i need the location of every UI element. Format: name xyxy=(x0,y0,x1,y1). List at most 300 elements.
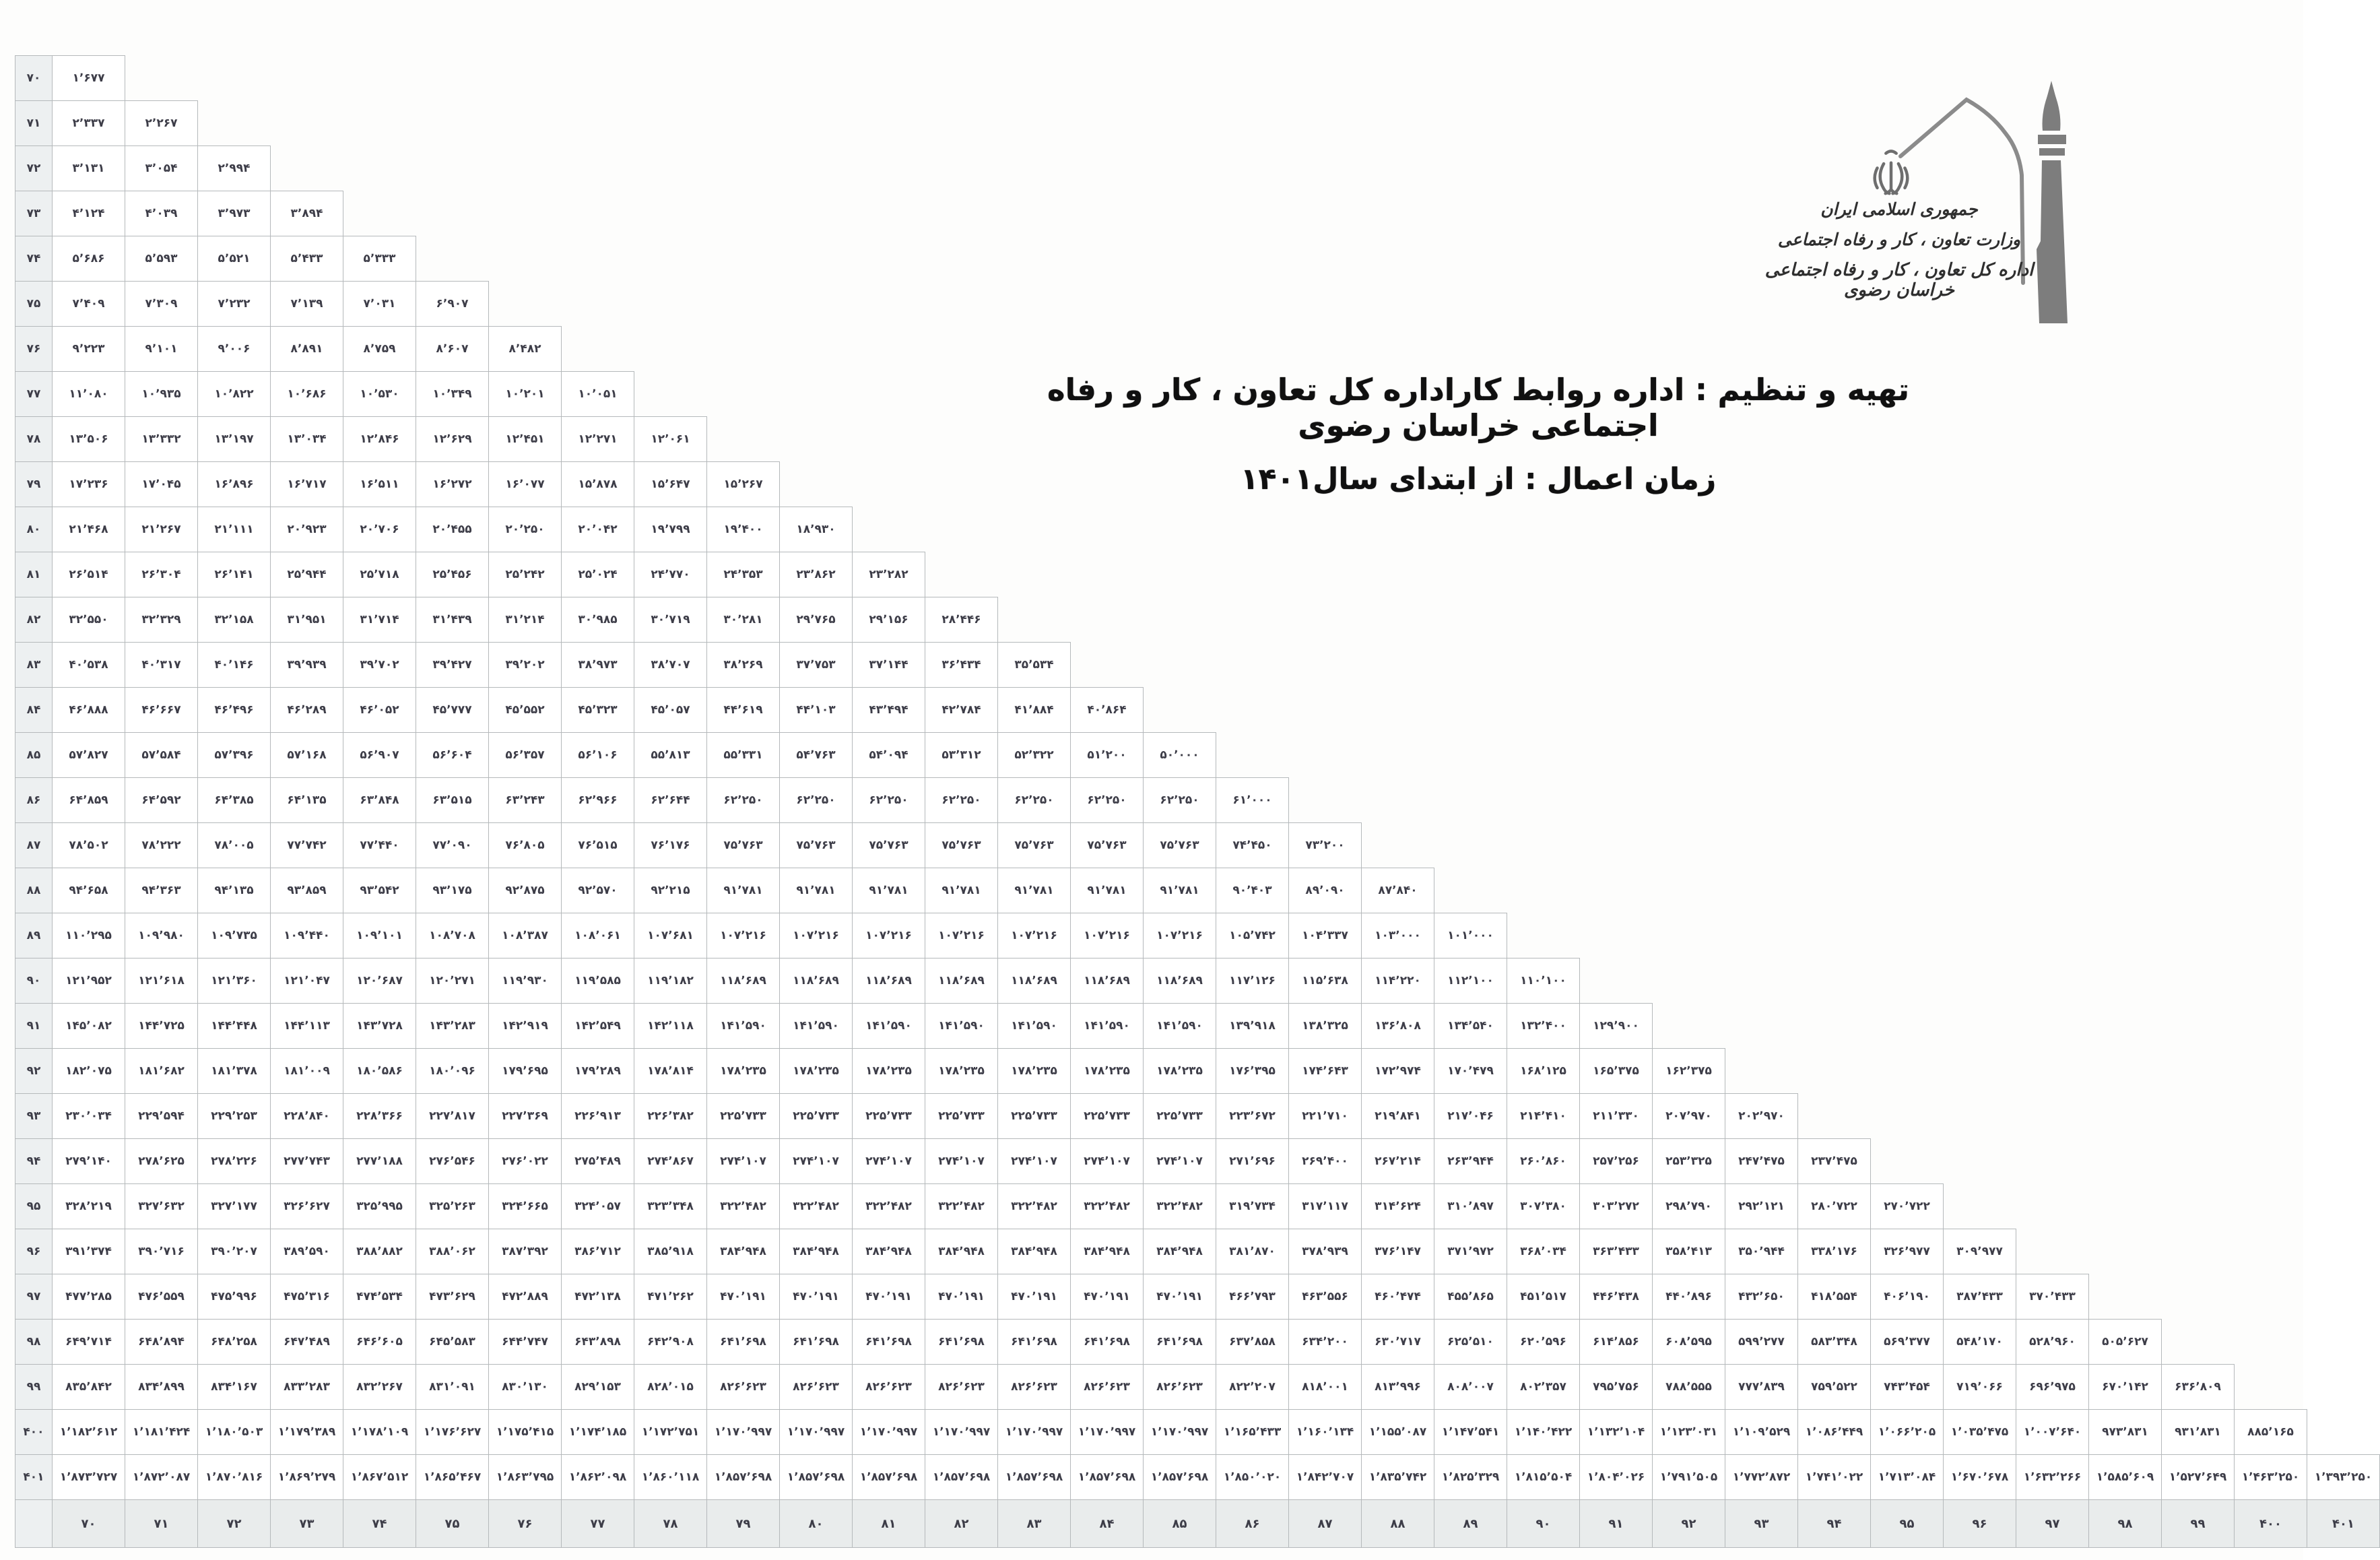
value-cell: ۲۶۳٬۹۴۴ xyxy=(1434,1139,1507,1184)
table-row xyxy=(15,643,2380,688)
value-cell: ۹۳٬۸۵۹ xyxy=(271,868,343,913)
value-cell: ۱٬۱۲۳٬۰۳۱ xyxy=(1653,1410,1725,1455)
value-cell: ۳۲۲٬۴۸۲ xyxy=(1071,1184,1144,1229)
value-cell: ۱۱۸٬۶۸۹ xyxy=(925,958,998,1004)
footer-year-cell: ۹۸ xyxy=(2089,1500,2162,1548)
value-cell: ۱۱۸٬۶۸۹ xyxy=(1144,958,1216,1004)
footer-year-cell: ۷۴ xyxy=(343,1500,416,1548)
value-cell: ۷۳٬۲۰۰ xyxy=(1289,823,1362,868)
value-cell: ۵۶٬۶۰۴ xyxy=(416,733,489,778)
table-row xyxy=(15,1365,2380,1410)
value-cell: ۲۶٬۱۴۱ xyxy=(198,552,271,597)
value-cell: ۸۳۱٬۰۹۱ xyxy=(416,1365,489,1410)
value-cell: ۱٬۱۶۵٬۴۳۳ xyxy=(1216,1410,1289,1455)
value-cell: ۱٬۱۸۰٬۵۰۳ xyxy=(198,1410,271,1455)
value-cell: ۱۶٬۲۷۲ xyxy=(416,462,489,507)
value-cell: ۳۲۲٬۴۸۲ xyxy=(998,1184,1071,1229)
value-cell: ۴۷۰٬۱۹۱ xyxy=(780,1274,853,1320)
value-cell: ۳۰٬۲۸۱ xyxy=(707,597,780,643)
row-year-label: ۸۲ xyxy=(15,597,53,643)
value-cell: ۱٬۸۵۰٬۰۲۰ xyxy=(1216,1455,1289,1500)
value-cell: ۸٬۷۵۹ xyxy=(343,327,416,372)
value-cell: ۱٬۱۷۰٬۹۹۷ xyxy=(998,1410,1071,1455)
value-cell: ۴۷۴٬۵۳۴ xyxy=(343,1274,416,1320)
value-cell: ۱۰۸٬۷۰۸ xyxy=(416,913,489,958)
value-cell: ۱۹٬۷۹۹ xyxy=(634,507,707,552)
value-cell: ۹۱٬۷۸۱ xyxy=(925,868,998,913)
value-cell: ۹۲٬۸۷۵ xyxy=(489,868,562,913)
value-cell: ۵۰٬۰۰۰ xyxy=(1144,733,1216,778)
footer-year-cell: ۸۰ xyxy=(780,1500,853,1548)
row-year-label: ۹۹ xyxy=(15,1365,53,1410)
value-cell: ۲۵٬۴۵۶ xyxy=(416,552,489,597)
value-cell: ۴۵٬۷۷۷ xyxy=(416,688,489,733)
value-cell: ۹۴٬۱۳۵ xyxy=(198,868,271,913)
value-cell: ۶۳۰٬۷۱۷ xyxy=(1362,1320,1434,1365)
value-cell: ۸۲۶٬۶۲۳ xyxy=(925,1365,998,1410)
row-year-label: ۸۹ xyxy=(15,913,53,958)
value-cell: ۳۸۴٬۹۴۸ xyxy=(925,1229,998,1274)
footer-year-cell: ۹۱ xyxy=(1580,1500,1653,1548)
value-cell: ۱۰۷٬۶۸۱ xyxy=(634,913,707,958)
table-row xyxy=(15,417,2380,462)
value-cell: ۹۱٬۷۸۱ xyxy=(707,868,780,913)
value-cell: ۱۵٬۸۷۸ xyxy=(562,462,634,507)
value-cell: ۴۰٬۳۱۷ xyxy=(125,643,198,688)
row-year-label: ۷۱ xyxy=(15,101,53,146)
footer-year-cell: ۹۷ xyxy=(2016,1500,2089,1548)
table-row xyxy=(15,1004,2380,1049)
value-cell: ۲۷۰٬۷۲۲ xyxy=(1871,1184,1944,1229)
value-cell: ۱۰۵٬۷۴۲ xyxy=(1216,913,1289,958)
table-row xyxy=(15,462,2380,507)
value-cell: ۲۷۷٬۷۴۳ xyxy=(271,1139,343,1184)
value-cell: ۳۸۷٬۳۹۲ xyxy=(489,1229,562,1274)
value-cell: ۱۴۴٬۱۱۳ xyxy=(271,1004,343,1049)
value-cell: ۱۴۱٬۵۹۰ xyxy=(925,1004,998,1049)
value-cell: ۶۴۶٬۶۰۵ xyxy=(343,1320,416,1365)
value-cell: ۹۳٬۱۷۵ xyxy=(416,868,489,913)
table-row xyxy=(15,1455,2380,1500)
value-cell: ۱٬۱۷۶٬۶۲۷ xyxy=(416,1410,489,1455)
value-cell: ۱٬۸۴۲٬۷۰۷ xyxy=(1289,1455,1362,1500)
value-cell: ۸٬۶۰۷ xyxy=(416,327,489,372)
value-cell: ۲۰٬۴۵۵ xyxy=(416,507,489,552)
value-cell: ۱۱٬۰۸۰ xyxy=(53,372,125,417)
value-cell: ۶۴۸٬۲۵۸ xyxy=(198,1320,271,1365)
value-cell: ۱۰۱٬۰۰۰ xyxy=(1434,913,1507,958)
value-cell: ۲۲۶٬۳۸۲ xyxy=(634,1094,707,1139)
value-cell: ۱۳۸٬۳۲۵ xyxy=(1289,1004,1362,1049)
value-cell: ۶۳٬۲۴۳ xyxy=(489,778,562,823)
value-cell: ۴۵٬۳۲۳ xyxy=(562,688,634,733)
value-cell: ۱۰۷٬۲۱۶ xyxy=(780,913,853,958)
row-year-label: ۴۰۰ xyxy=(15,1410,53,1455)
value-cell: ۱۰۹٬۹۸۰ xyxy=(125,913,198,958)
value-cell: ۲۲۶٬۹۱۳ xyxy=(562,1094,634,1139)
table-row xyxy=(15,552,2380,597)
row-year-label: ۷۴ xyxy=(15,236,53,282)
row-year-label: ۷۷ xyxy=(15,372,53,417)
footer-year-cell: ۸۴ xyxy=(1071,1500,1144,1548)
value-cell: ۱۴۲٬۱۱۸ xyxy=(634,1004,707,1049)
value-cell: ۳۰۷٬۳۸۰ xyxy=(1507,1184,1580,1229)
value-cell: ۹۴٬۳۶۳ xyxy=(125,868,198,913)
value-cell: ۴۴٬۱۰۳ xyxy=(780,688,853,733)
value-cell: ۲۶۷٬۲۱۴ xyxy=(1362,1139,1434,1184)
value-cell: ۳۲۵٬۹۹۵ xyxy=(343,1184,416,1229)
value-cell: ۲۷۸٬۲۲۶ xyxy=(198,1139,271,1184)
value-cell: ۱۳٬۰۳۴ xyxy=(271,417,343,462)
value-cell: ۱۱۸٬۶۸۹ xyxy=(707,958,780,1004)
value-cell: ۴۱۸٬۵۵۴ xyxy=(1798,1274,1871,1320)
value-cell: ۳۸۴٬۹۴۸ xyxy=(707,1229,780,1274)
row-year-label: ۹۱ xyxy=(15,1004,53,1049)
value-cell: ۶۹۶٬۹۷۵ xyxy=(2016,1365,2089,1410)
row-year-label: ۷۸ xyxy=(15,417,53,462)
footer-year-cell: ۷۲ xyxy=(198,1500,271,1548)
value-cell: ۱۸۰٬۰۹۶ xyxy=(416,1049,489,1094)
value-cell: ۹۰٬۴۰۳ xyxy=(1216,868,1289,913)
value-cell: ۳۷۶٬۱۴۷ xyxy=(1362,1229,1434,1274)
value-cell: ۱٬۱۵۵٬۰۸۷ xyxy=(1362,1410,1434,1455)
value-cell: ۱۷۸٬۲۳۵ xyxy=(853,1049,925,1094)
value-cell: ۱۵٬۶۴۷ xyxy=(634,462,707,507)
value-cell: ۱۰٬۹۳۵ xyxy=(125,372,198,417)
value-cell: ۵۴٬۷۶۳ xyxy=(780,733,853,778)
row-year-label: ۸۱ xyxy=(15,552,53,597)
value-cell: ۸۲۶٬۶۲۳ xyxy=(1144,1365,1216,1410)
value-cell: ۱۲٬۸۴۶ xyxy=(343,417,416,462)
value-cell: ۲۲۵٬۷۳۳ xyxy=(925,1094,998,1139)
value-cell: ۶۴٬۵۹۲ xyxy=(125,778,198,823)
value-cell: ۳۸٬۹۷۳ xyxy=(562,643,634,688)
row-year-label: ۹۶ xyxy=(15,1229,53,1274)
value-cell: ۳۹٬۷۰۲ xyxy=(343,643,416,688)
value-cell: ۹۱٬۷۸۱ xyxy=(1071,868,1144,913)
value-cell: ۷۷۷٬۸۳۹ xyxy=(1725,1365,1798,1410)
value-cell: ۱۷۸٬۲۳۵ xyxy=(998,1049,1071,1094)
value-cell: ۸٬۸۹۱ xyxy=(271,327,343,372)
value-cell: ۶۴۲٬۹۰۸ xyxy=(634,1320,707,1365)
value-cell: ۳۲۲٬۴۸۲ xyxy=(1144,1184,1216,1229)
value-cell: ۲۳۷٬۴۷۵ xyxy=(1798,1139,1871,1184)
value-cell: ۱٬۸۶۰٬۱۱۸ xyxy=(634,1455,707,1500)
value-cell: ۱۴۲٬۹۱۹ xyxy=(489,1004,562,1049)
value-cell: ۹٬۱۰۱ xyxy=(125,327,198,372)
value-cell: ۱۰۹٬۴۴۰ xyxy=(271,913,343,958)
footer-year-cell: ۹۵ xyxy=(1871,1500,1944,1548)
value-cell: ۴۰۶٬۱۹۰ xyxy=(1871,1274,1944,1320)
value-cell: ۲۸۰٬۷۲۲ xyxy=(1798,1184,1871,1229)
value-cell: ۶۴۹٬۷۱۴ xyxy=(53,1320,125,1365)
value-cell: ۲۲۹٬۲۵۳ xyxy=(198,1094,271,1139)
value-cell: ۲۲۹٬۵۹۴ xyxy=(125,1094,198,1139)
value-cell: ۲۱٬۲۶۷ xyxy=(125,507,198,552)
value-cell: ۳۸۹٬۵۹۰ xyxy=(271,1229,343,1274)
value-cell: ۳۸۴٬۹۴۸ xyxy=(998,1229,1071,1274)
value-cell: ۸٬۴۸۲ xyxy=(489,327,562,372)
value-cell: ۱٬۱۷۰٬۹۹۷ xyxy=(707,1410,780,1455)
value-cell: ۱۷۸٬۸۱۴ xyxy=(634,1049,707,1094)
table-row xyxy=(15,1274,2380,1320)
value-cell: ۲٬۹۹۴ xyxy=(198,146,271,191)
value-cell: ۱۲۰٬۲۷۱ xyxy=(416,958,489,1004)
value-cell: ۲٬۲۶۷ xyxy=(125,101,198,146)
value-cell: ۱٬۸۰۴٬۰۲۶ xyxy=(1580,1455,1653,1500)
value-cell: ۱۵٬۲۶۷ xyxy=(707,462,780,507)
value-cell: ۱۴۱٬۵۹۰ xyxy=(1144,1004,1216,1049)
value-cell: ۵٬۶۸۶ xyxy=(53,236,125,282)
value-cell: ۴۴٬۶۱۹ xyxy=(707,688,780,733)
table-row xyxy=(15,146,2380,191)
value-cell: ۳۸۸٬۰۶۲ xyxy=(416,1229,489,1274)
value-cell: ۱۳٬۵۰۶ xyxy=(53,417,125,462)
value-cell: ۱۲۱٬۰۴۷ xyxy=(271,958,343,1004)
value-cell: ۳۳۸٬۱۷۶ xyxy=(1798,1229,1871,1274)
value-cell: ۱۷۹٬۶۹۵ xyxy=(489,1049,562,1094)
value-cell: ۳۲۲٬۴۸۲ xyxy=(925,1184,998,1229)
value-cell: ۳۸۱٬۸۷۰ xyxy=(1216,1229,1289,1274)
table-row xyxy=(15,1184,2380,1229)
value-cell: ۴۵۵٬۸۶۵ xyxy=(1434,1274,1507,1320)
value-cell: ۲۲۵٬۷۳۳ xyxy=(780,1094,853,1139)
value-cell: ۱٬۸۵۷٬۶۹۸ xyxy=(707,1455,780,1500)
table-row xyxy=(15,101,2380,146)
value-cell: ۴۷۰٬۱۹۱ xyxy=(707,1274,780,1320)
value-cell: ۱۷۴٬۶۴۳ xyxy=(1289,1049,1362,1094)
value-cell: ۶۴٬۳۸۵ xyxy=(198,778,271,823)
value-cell: ۲۱۷٬۰۴۶ xyxy=(1434,1094,1507,1139)
footer-year-cell: ۷۹ xyxy=(707,1500,780,1548)
value-cell: ۱٬۶۷۰٬۶۷۸ xyxy=(1944,1455,2016,1500)
footer-year-cell: ۷۵ xyxy=(416,1500,489,1548)
footer-year-cell: ۷۸ xyxy=(634,1500,707,1548)
value-cell: ۹۲٬۲۱۵ xyxy=(634,868,707,913)
row-year-label: ۸۳ xyxy=(15,643,53,688)
value-cell: ۱٬۴۶۳٬۲۵۰ xyxy=(2235,1455,2307,1500)
value-cell: ۲۵۷٬۲۵۶ xyxy=(1580,1139,1653,1184)
value-cell: ۴۶٬۸۸۸ xyxy=(53,688,125,733)
value-cell: ۱۰٬۵۳۰ xyxy=(343,372,416,417)
value-cell: ۱۰۷٬۲۱۶ xyxy=(1144,913,1216,958)
value-cell: ۲۳۰٬۰۳۴ xyxy=(53,1094,125,1139)
value-cell: ۶۲٬۲۵۰ xyxy=(1071,778,1144,823)
value-cell: ۱۰۳٬۰۰۰ xyxy=(1362,913,1434,958)
value-cell: ۴۵۱٬۵۱۷ xyxy=(1507,1274,1580,1320)
value-cell: ۴۷۷٬۲۸۵ xyxy=(53,1274,125,1320)
value-cell: ۹۴٬۶۵۸ xyxy=(53,868,125,913)
value-cell: ۱۶٬۰۷۷ xyxy=(489,462,562,507)
value-cell: ۱۶٬۸۹۶ xyxy=(198,462,271,507)
value-cell: ۱۴۱٬۵۹۰ xyxy=(707,1004,780,1049)
value-cell: ۳۲۶٬۹۷۷ xyxy=(1871,1229,1944,1274)
value-cell: ۱٬۸۵۷٬۶۹۸ xyxy=(1071,1455,1144,1500)
value-cell: ۲۷۴٬۱۰۷ xyxy=(998,1139,1071,1184)
value-cell: ۸۱۸٬۰۰۱ xyxy=(1289,1365,1362,1410)
table-row xyxy=(15,733,2380,778)
value-cell: ۱٬۱۷۰٬۹۹۷ xyxy=(780,1410,853,1455)
value-cell: ۵۷٬۵۸۴ xyxy=(125,733,198,778)
value-cell: ۱٬۸۷۲٬۰۸۷ xyxy=(125,1455,198,1500)
value-cell: ۸۲۶٬۶۲۳ xyxy=(707,1365,780,1410)
value-cell: ۱٬۸۵۷٬۶۹۸ xyxy=(780,1455,853,1500)
value-cell: ۵٬۴۳۳ xyxy=(271,236,343,282)
value-cell: ۳۸٬۲۶۹ xyxy=(707,643,780,688)
footer-year-cell: ۸۱ xyxy=(853,1500,925,1548)
value-cell: ۵۵٬۸۱۳ xyxy=(634,733,707,778)
value-cell: ۵٬۵۲۱ xyxy=(198,236,271,282)
value-cell: ۹٬۲۲۳ xyxy=(53,327,125,372)
value-cell: ۲۲۱٬۷۱۰ xyxy=(1289,1094,1362,1139)
table-row xyxy=(15,1139,2380,1184)
row-year-label: ۸۷ xyxy=(15,823,53,868)
footer-year-cell: ۸۶ xyxy=(1216,1500,1289,1548)
value-cell: ۱۹٬۴۰۰ xyxy=(707,507,780,552)
value-cell: ۶۳٬۵۱۵ xyxy=(416,778,489,823)
value-cell: ۱۸۰٬۵۸۶ xyxy=(343,1049,416,1094)
value-cell: ۳۵٬۵۳۴ xyxy=(998,643,1071,688)
value-cell: ۲۷۴٬۱۰۷ xyxy=(707,1139,780,1184)
value-cell: ۵۰۵٬۶۲۷ xyxy=(2089,1320,2162,1365)
value-cell: ۲۰٬۷۰۶ xyxy=(343,507,416,552)
value-cell: ۷۸٬۵۰۲ xyxy=(53,823,125,868)
value-cell: ۱٬۱۷۰٬۹۹۷ xyxy=(853,1410,925,1455)
value-cell: ۲۷۴٬۸۶۷ xyxy=(634,1139,707,1184)
value-cell: ۱۰٬۶۸۶ xyxy=(271,372,343,417)
footer-year-cell: ۸۹ xyxy=(1434,1500,1507,1548)
value-cell: ۲۴٬۳۵۳ xyxy=(707,552,780,597)
value-cell: ۳۲۷٬۱۷۷ xyxy=(198,1184,271,1229)
value-cell: ۸۷٬۸۴۰ xyxy=(1362,868,1434,913)
value-cell: ۱۶٬۵۱۱ xyxy=(343,462,416,507)
value-cell: ۷۵٬۷۶۳ xyxy=(853,823,925,868)
footer-year-cell: ۹۳ xyxy=(1725,1500,1798,1548)
table-row xyxy=(15,1049,2380,1094)
value-cell: ۶۴۱٬۶۹۸ xyxy=(707,1320,780,1365)
value-cell: ۵۹۹٬۲۷۷ xyxy=(1725,1320,1798,1365)
table-row xyxy=(15,688,2380,733)
footer-year-cell: ۸۸ xyxy=(1362,1500,1434,1548)
value-cell: ۱۱۲٬۱۰۰ xyxy=(1434,958,1507,1004)
value-cell: ۵٬۳۳۳ xyxy=(343,236,416,282)
value-cell: ۲۷۸٬۶۲۵ xyxy=(125,1139,198,1184)
value-cell: ۶۴۱٬۶۹۸ xyxy=(1144,1320,1216,1365)
value-cell: ۶۴٬۸۵۹ xyxy=(53,778,125,823)
value-cell: ۱٬۱۳۲٬۱۰۴ xyxy=(1580,1410,1653,1455)
value-cell: ۷٬۳۰۹ xyxy=(125,282,198,327)
row-year-label: ۹۷ xyxy=(15,1274,53,1320)
table-row xyxy=(15,958,2380,1004)
value-cell: ۲۲۷٬۳۶۹ xyxy=(489,1094,562,1139)
footer-year-cell: ۹۶ xyxy=(1944,1500,2016,1548)
value-cell: ۷۸٬۲۲۲ xyxy=(125,823,198,868)
value-cell: ۱۴۴٬۷۲۵ xyxy=(125,1004,198,1049)
value-cell: ۳۲٬۱۵۸ xyxy=(198,597,271,643)
value-cell: ۲۱۹٬۸۴۱ xyxy=(1362,1094,1434,1139)
value-cell: ۴۷۵٬۳۱۶ xyxy=(271,1274,343,1320)
value-cell: ۱۱۹٬۹۳۰ xyxy=(489,958,562,1004)
row-year-label: ۴۰۱ xyxy=(15,1455,53,1500)
value-cell: ۴۰٬۱۴۶ xyxy=(198,643,271,688)
value-cell: ۱۳۲٬۴۰۰ xyxy=(1507,1004,1580,1049)
value-cell: ۱٬۸۷۰٬۸۱۶ xyxy=(198,1455,271,1500)
value-cell: ۳۲۲٬۴۸۲ xyxy=(780,1184,853,1229)
value-cell: ۲۳٬۸۶۲ xyxy=(780,552,853,597)
value-cell: ۶۲۵٬۵۱۰ xyxy=(1434,1320,1507,1365)
row-year-label: ۹۰ xyxy=(15,958,53,1004)
value-cell: ۷۸۸٬۵۵۵ xyxy=(1653,1365,1725,1410)
value-cell: ۳۸۴٬۹۴۸ xyxy=(780,1229,853,1274)
value-cell: ۲۷۵٬۴۸۹ xyxy=(562,1139,634,1184)
value-cell: ۱٬۱۷۹٬۳۸۹ xyxy=(271,1410,343,1455)
value-cell: ۲۷۹٬۱۴۰ xyxy=(53,1139,125,1184)
value-cell: ۳۶٬۴۳۴ xyxy=(925,643,998,688)
value-cell: ۴۳۲٬۶۵۰ xyxy=(1725,1274,1798,1320)
value-cell: ۳۰٬۷۱۹ xyxy=(634,597,707,643)
value-cell: ۱٬۱۷۲٬۷۵۱ xyxy=(634,1410,707,1455)
value-cell: ۲۷۱٬۶۹۶ xyxy=(1216,1139,1289,1184)
value-cell: ۱۱۵٬۶۳۸ xyxy=(1289,958,1362,1004)
value-cell: ۱۳۶٬۸۰۸ xyxy=(1362,1004,1434,1049)
value-cell: ۳۷٬۱۴۴ xyxy=(853,643,925,688)
value-cell: ۴۶٬۴۹۶ xyxy=(198,688,271,733)
footer-year-cell: ۷۰ xyxy=(53,1500,125,1548)
value-cell: ۱۳۹٬۹۱۸ xyxy=(1216,1004,1289,1049)
value-cell: ۶۲۰٬۵۹۶ xyxy=(1507,1320,1580,1365)
value-cell: ۷۵۹٬۵۲۲ xyxy=(1798,1365,1871,1410)
value-cell: ۶۴۱٬۶۹۸ xyxy=(780,1320,853,1365)
value-cell: ۱٬۱۸۱٬۴۲۴ xyxy=(125,1410,198,1455)
value-cell: ۱٬۱۴۰٬۴۲۲ xyxy=(1507,1410,1580,1455)
value-cell: ۳۲۲٬۴۸۲ xyxy=(707,1184,780,1229)
table-row xyxy=(15,913,2380,958)
value-cell: ۱٬۸۱۵٬۵۰۴ xyxy=(1507,1455,1580,1500)
value-cell: ۸۲۶٬۶۲۳ xyxy=(998,1365,1071,1410)
value-cell: ۳۶۳٬۴۳۳ xyxy=(1580,1229,1653,1274)
value-cell: ۱۰۴٬۳۳۷ xyxy=(1289,913,1362,958)
value-cell: ۶۳۴٬۲۰۰ xyxy=(1289,1320,1362,1365)
value-cell: ۲۶٬۳۰۴ xyxy=(125,552,198,597)
value-cell: ۱٬۸۶۹٬۲۷۹ xyxy=(271,1455,343,1500)
value-cell: ۲۱٬۱۱۱ xyxy=(198,507,271,552)
value-cell: ۴۴۰٬۸۹۶ xyxy=(1653,1274,1725,1320)
value-cell: ۶۳٬۸۴۸ xyxy=(343,778,416,823)
footer-year-cell: ۸۵ xyxy=(1144,1500,1216,1548)
value-cell: ۱۱۸٬۶۸۹ xyxy=(853,958,925,1004)
value-cell: ۶۴۱٬۶۹۸ xyxy=(853,1320,925,1365)
value-cell: ۳۸۴٬۹۴۸ xyxy=(853,1229,925,1274)
footer-year-cell: ۹۴ xyxy=(1798,1500,1871,1548)
value-cell: ۳۰٬۹۸۵ xyxy=(562,597,634,643)
row-year-label: ۸۵ xyxy=(15,733,53,778)
value-cell: ۱٬۸۲۵٬۳۲۹ xyxy=(1434,1455,1507,1500)
value-cell: ۲۵۳٬۳۲۵ xyxy=(1653,1139,1725,1184)
value-cell: ۲۱۴٬۴۱۰ xyxy=(1507,1094,1580,1139)
value-cell: ۱٬۸۳۵٬۷۴۲ xyxy=(1362,1455,1434,1500)
row-year-label: ۹۳ xyxy=(15,1094,53,1139)
value-cell: ۱٬۷۴۱٬۰۲۲ xyxy=(1798,1455,1871,1500)
value-cell: ۲۹٬۱۵۶ xyxy=(853,597,925,643)
footer-year-cell: ۹۲ xyxy=(1653,1500,1725,1548)
value-cell: ۳۲۶٬۶۲۷ xyxy=(271,1184,343,1229)
value-cell: ۹۳۱٬۸۳۱ xyxy=(2162,1410,2235,1455)
value-cell: ۱٬۰۶۶٬۲۰۵ xyxy=(1871,1410,1944,1455)
value-cell: ۷۶٬۱۷۶ xyxy=(634,823,707,868)
value-cell: ۹٬۰۰۶ xyxy=(198,327,271,372)
value-cell: ۳۲۳٬۳۴۸ xyxy=(634,1184,707,1229)
value-cell: ۲۶٬۵۱۴ xyxy=(53,552,125,597)
